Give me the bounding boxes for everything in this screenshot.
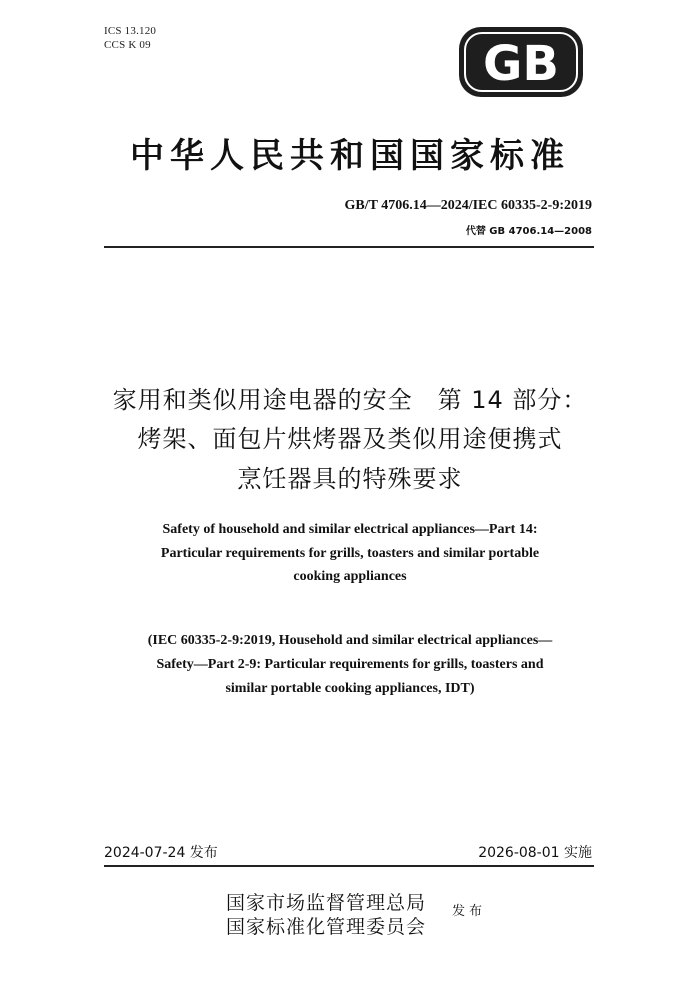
standard-number: GB/T 4706.14—2024/IEC 60335-2-9:2019 (344, 198, 592, 213)
iec-reference-line-1: (IEC 60335-2-9:2019, Household and similar electrical appliances— (147, 633, 553, 648)
cn-title-line-3: 烹饪器具的特殊要求 (237, 465, 463, 493)
top-divider (104, 246, 594, 248)
en-title-line-3: cooking appliances (293, 569, 407, 584)
cn-title-line-1: 家用和类似用途电器的安全 第 14 部分： (112, 386, 588, 414)
ccs-code: CCS K 09 (104, 39, 151, 51)
issuer-line-2: 国家标准化管理委员会 (226, 916, 427, 938)
iec-reference-line-2: Safety—Part 2-9: Particular requirements for grills, toasters and (156, 657, 544, 672)
standard-title: 中华人民共和国国家标准 (130, 136, 570, 176)
replaces-note: 代替 GB 4706.14—2008 (465, 226, 592, 237)
bottom-divider (104, 865, 594, 867)
issuer-line-1: 国家市场监督管理总局 (226, 892, 427, 914)
en-title-line-1: Safety of household and similar electrical appliances—Part 14: (162, 522, 538, 537)
iec-reference-line-3: similar portable cooking appliances, IDT) (225, 681, 475, 696)
cn-title-line-2: 烤架、面包片烘烤器及类似用途便携式 (137, 425, 563, 453)
publish-label: 发布 (452, 904, 487, 919)
ics-code: ICS 13.120 (104, 25, 157, 37)
issue-date: 2024-07-24 发布 (104, 845, 218, 861)
en-title-line-2: Particular requirements for grills, toasters and similar portable (160, 546, 540, 561)
gb-logo-icon (458, 26, 584, 98)
implementation-date: 2026-08-01 实施 (478, 845, 592, 861)
gb-logo-text: GB (483, 36, 559, 92)
